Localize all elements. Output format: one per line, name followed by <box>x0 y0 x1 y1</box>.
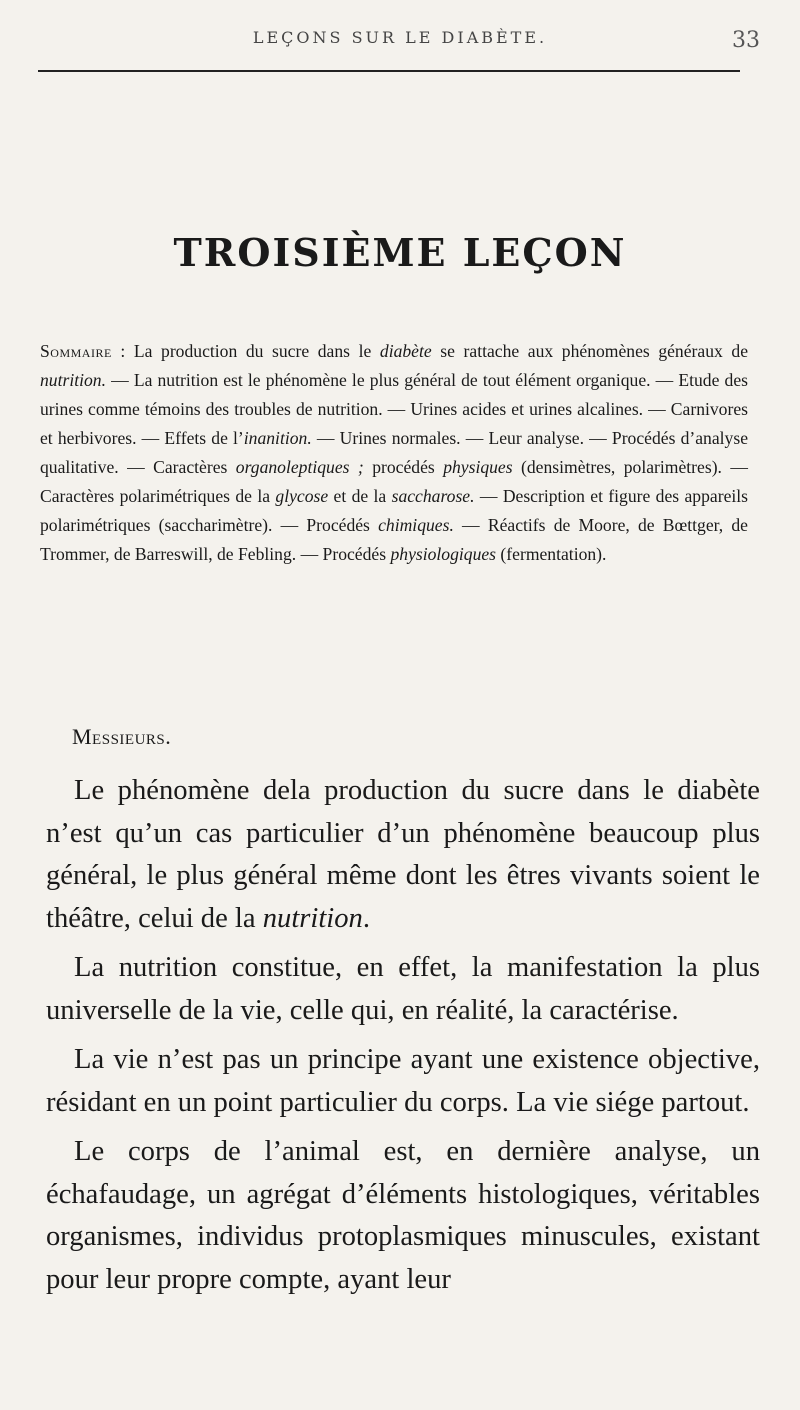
summary-segment: saccharose. <box>391 486 475 506</box>
running-head-title: LEÇONS SUR LE DIABÈTE. <box>252 28 548 47</box>
summary-segment: nutrition. <box>40 370 106 390</box>
summary-segment: chimiques. <box>378 515 454 535</box>
summary-segment: procédés <box>363 457 444 477</box>
summary-body <box>40 341 748 564</box>
paragraph-segment: La nutrition constitue, en effet, la manifestation la plus universelle de la vie, celle qui, en réalité, la caractérise. <box>46 952 760 1026</box>
body-paragraph <box>46 1131 760 1301</box>
chapter-summary <box>40 337 748 569</box>
body-paragraph <box>46 770 760 940</box>
summary-segment: — Urines normales. — Leur analyse. — Procédés d’analyse qualitative. — Caractères <box>40 428 748 477</box>
page-number: 33 <box>732 28 760 53</box>
summary-segment: — Réactifs de Moore, de Bœttger, de Trommer, de Barreswill, de Febling. — Procédés <box>40 515 748 564</box>
paragraph-segment: La vie n’est pas un principe ayant une existence objective, résidant en un point particulier du corps. La vie siége partout. <box>46 1044 760 1118</box>
summary-segment: — Description et figure des appareils polarimétriques (saccharimètre). — Procédés <box>40 486 748 535</box>
summary-segment: : La production du sucre dans le <box>111 341 380 361</box>
summary-segment: physiologiques <box>390 544 497 564</box>
summary-segment: organoleptiques ; <box>235 457 364 477</box>
summary-segment: inanition. <box>243 428 312 448</box>
summary-segment: et de la <box>328 486 392 506</box>
summary-segment: physiques <box>443 457 513 477</box>
body-paragraph <box>46 1039 760 1124</box>
summary-segment: (densimètres, polarimètres). — Caractères polarimétriques de la <box>40 457 748 506</box>
body-text <box>46 770 760 1308</box>
paragraph-segment: nutrition <box>262 902 363 934</box>
summary-segment: glycose <box>275 486 329 506</box>
summary-segment: (fermentation). <box>496 544 607 564</box>
chapter-title: TROISIÈME LEÇON <box>173 230 627 275</box>
running-head <box>40 28 760 62</box>
body-paragraph <box>46 947 760 1032</box>
summary-segment: — La nutrition est le phénomène le plus général de tout élément organique. — Etude des urines comme témoins des troubles de nutrition. — Urines acides et urines alcalines. — Carnivores et herbivores. — Effets de l’ <box>40 370 748 448</box>
summary-segment: se rattache aux phénomènes généraux de <box>431 341 748 361</box>
summary-label: Sommaire <box>40 341 112 361</box>
paragraph-segment: Le corps de l’animal est, en dernière analyse, un échafaudage, un agrégat d’éléments histologiques, véritables organismes, individus protoplasmiques minuscules, existant pour leur propre compte, ayant leur <box>46 1136 760 1295</box>
paragraph-segment: . <box>362 902 370 934</box>
paragraph-segment: Le phénomène dela production du sucre dans le diabète n’est qu’un cas particulier d’un phénomène beaucoup plus général, le plus général même dont les êtres vivants soient le théâtre, celui de la <box>46 775 760 934</box>
summary-segment: diabète <box>379 341 432 361</box>
salutation: Messieurs. <box>72 724 172 749</box>
header-rule <box>38 70 740 72</box>
